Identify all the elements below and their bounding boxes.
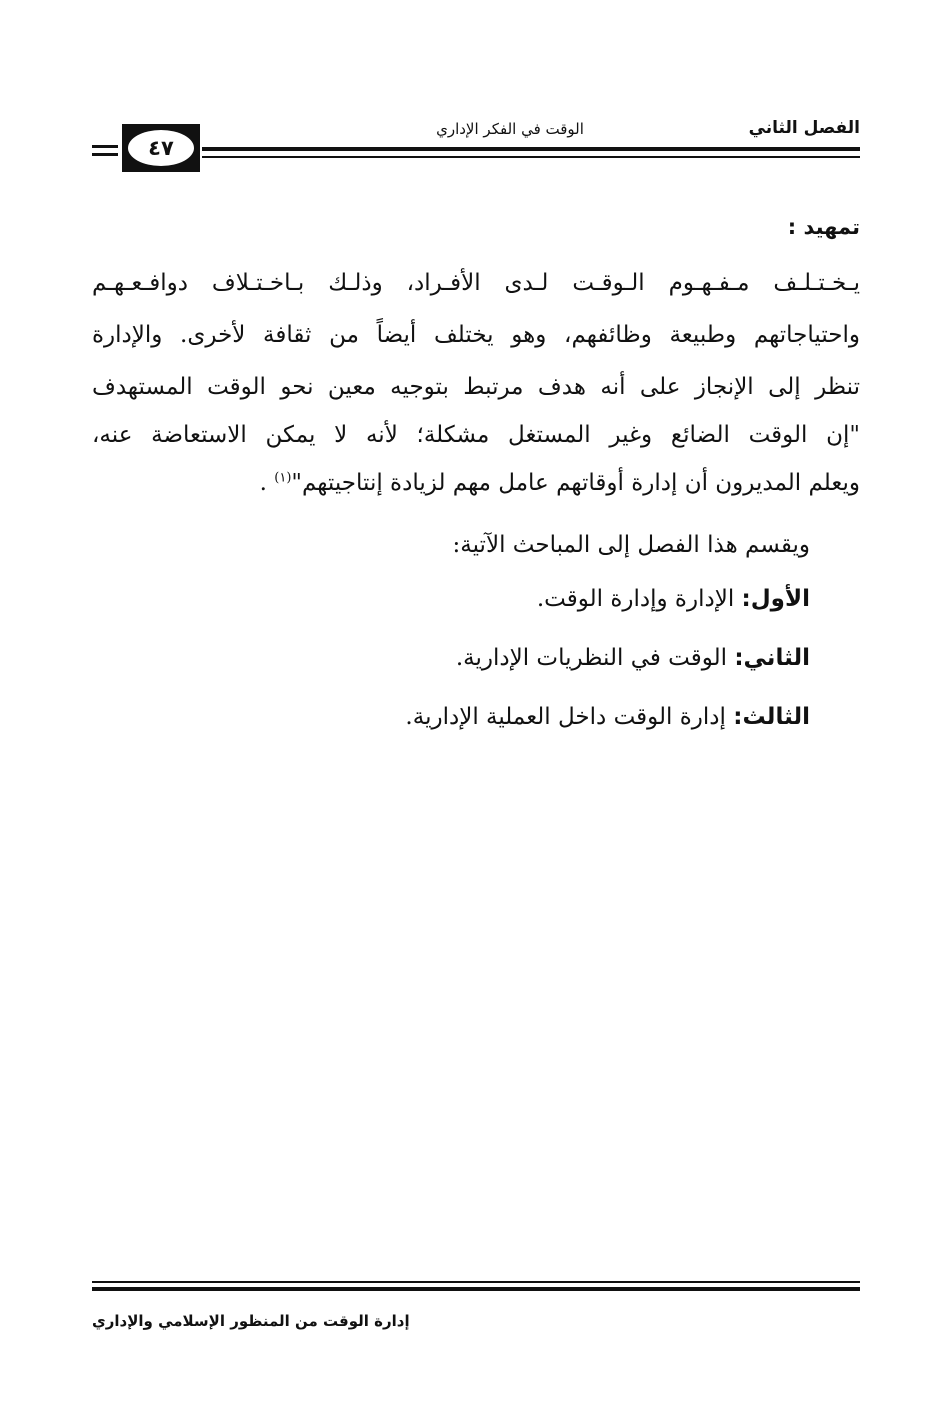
list-item-text: الإدارة وإدارة الوقت.	[536, 586, 742, 612]
footer-book-title: إدارة الوقت من المنظور الإسلامي والإداري	[92, 1312, 410, 1330]
page-number: ٤٧	[128, 130, 194, 166]
list-item-text: الوقت في النظريات الإدارية.	[455, 645, 735, 671]
section-heading: تمهيد :	[787, 215, 860, 239]
sections-intro: ويقسم هذا الفصل إلى المباحث الآتية:	[452, 532, 810, 558]
list-item	[456, 645, 810, 671]
running-header-chapter: الفصل الثاني	[748, 118, 860, 138]
footnote-marker: (١)	[274, 470, 292, 486]
paragraph-line: "إن الوقت الضائع وغير المستغل مشكلة؛ لأنه لا يمكن الاستعاضة عنه،	[92, 422, 860, 448]
paragraph-end: .	[259, 470, 275, 496]
list-item-text: إدارة الوقت داخل العملية الإدارية.	[405, 704, 734, 730]
footer-rule-thick	[92, 1287, 860, 1291]
page-number-dash-bottom	[92, 153, 118, 156]
list-item-label: الثاني:	[734, 645, 810, 671]
list-item-label: الأول:	[741, 586, 810, 612]
paragraph-line: يـخـتـلـف مـفـهـوم الـوقـت لـدى الأفـراد، وذلـك بـاخـتـلاف دوافـعـهـم	[92, 270, 860, 296]
list-item	[405, 704, 810, 730]
page-number-dash-top	[92, 145, 118, 148]
paragraph-line: تنظر إلى الإنجاز على أنه هدف مرتبط بتوجيه معين نحو الوقت المستهدف	[92, 374, 860, 400]
paragraph-line: واحتياجاتهم وطبيعة وظائفهم، وهو يختلف أيضاً من ثقافة لأخرى. والإدارة	[92, 322, 860, 348]
header-rule-thin	[202, 156, 860, 158]
list-item-label: الثالث:	[733, 704, 810, 730]
running-header-title: الوقت في الفكر الإداري	[436, 120, 584, 138]
header-rule-thick	[202, 147, 860, 151]
list-item	[537, 586, 810, 612]
paragraph-line: ويعلم المديرون أن إدارة أوقاتهم عامل مهم لزيادة إنتاجيتهم"	[291, 470, 860, 496]
footer-rule-thin	[92, 1281, 860, 1283]
paragraph-line-last	[260, 470, 860, 496]
